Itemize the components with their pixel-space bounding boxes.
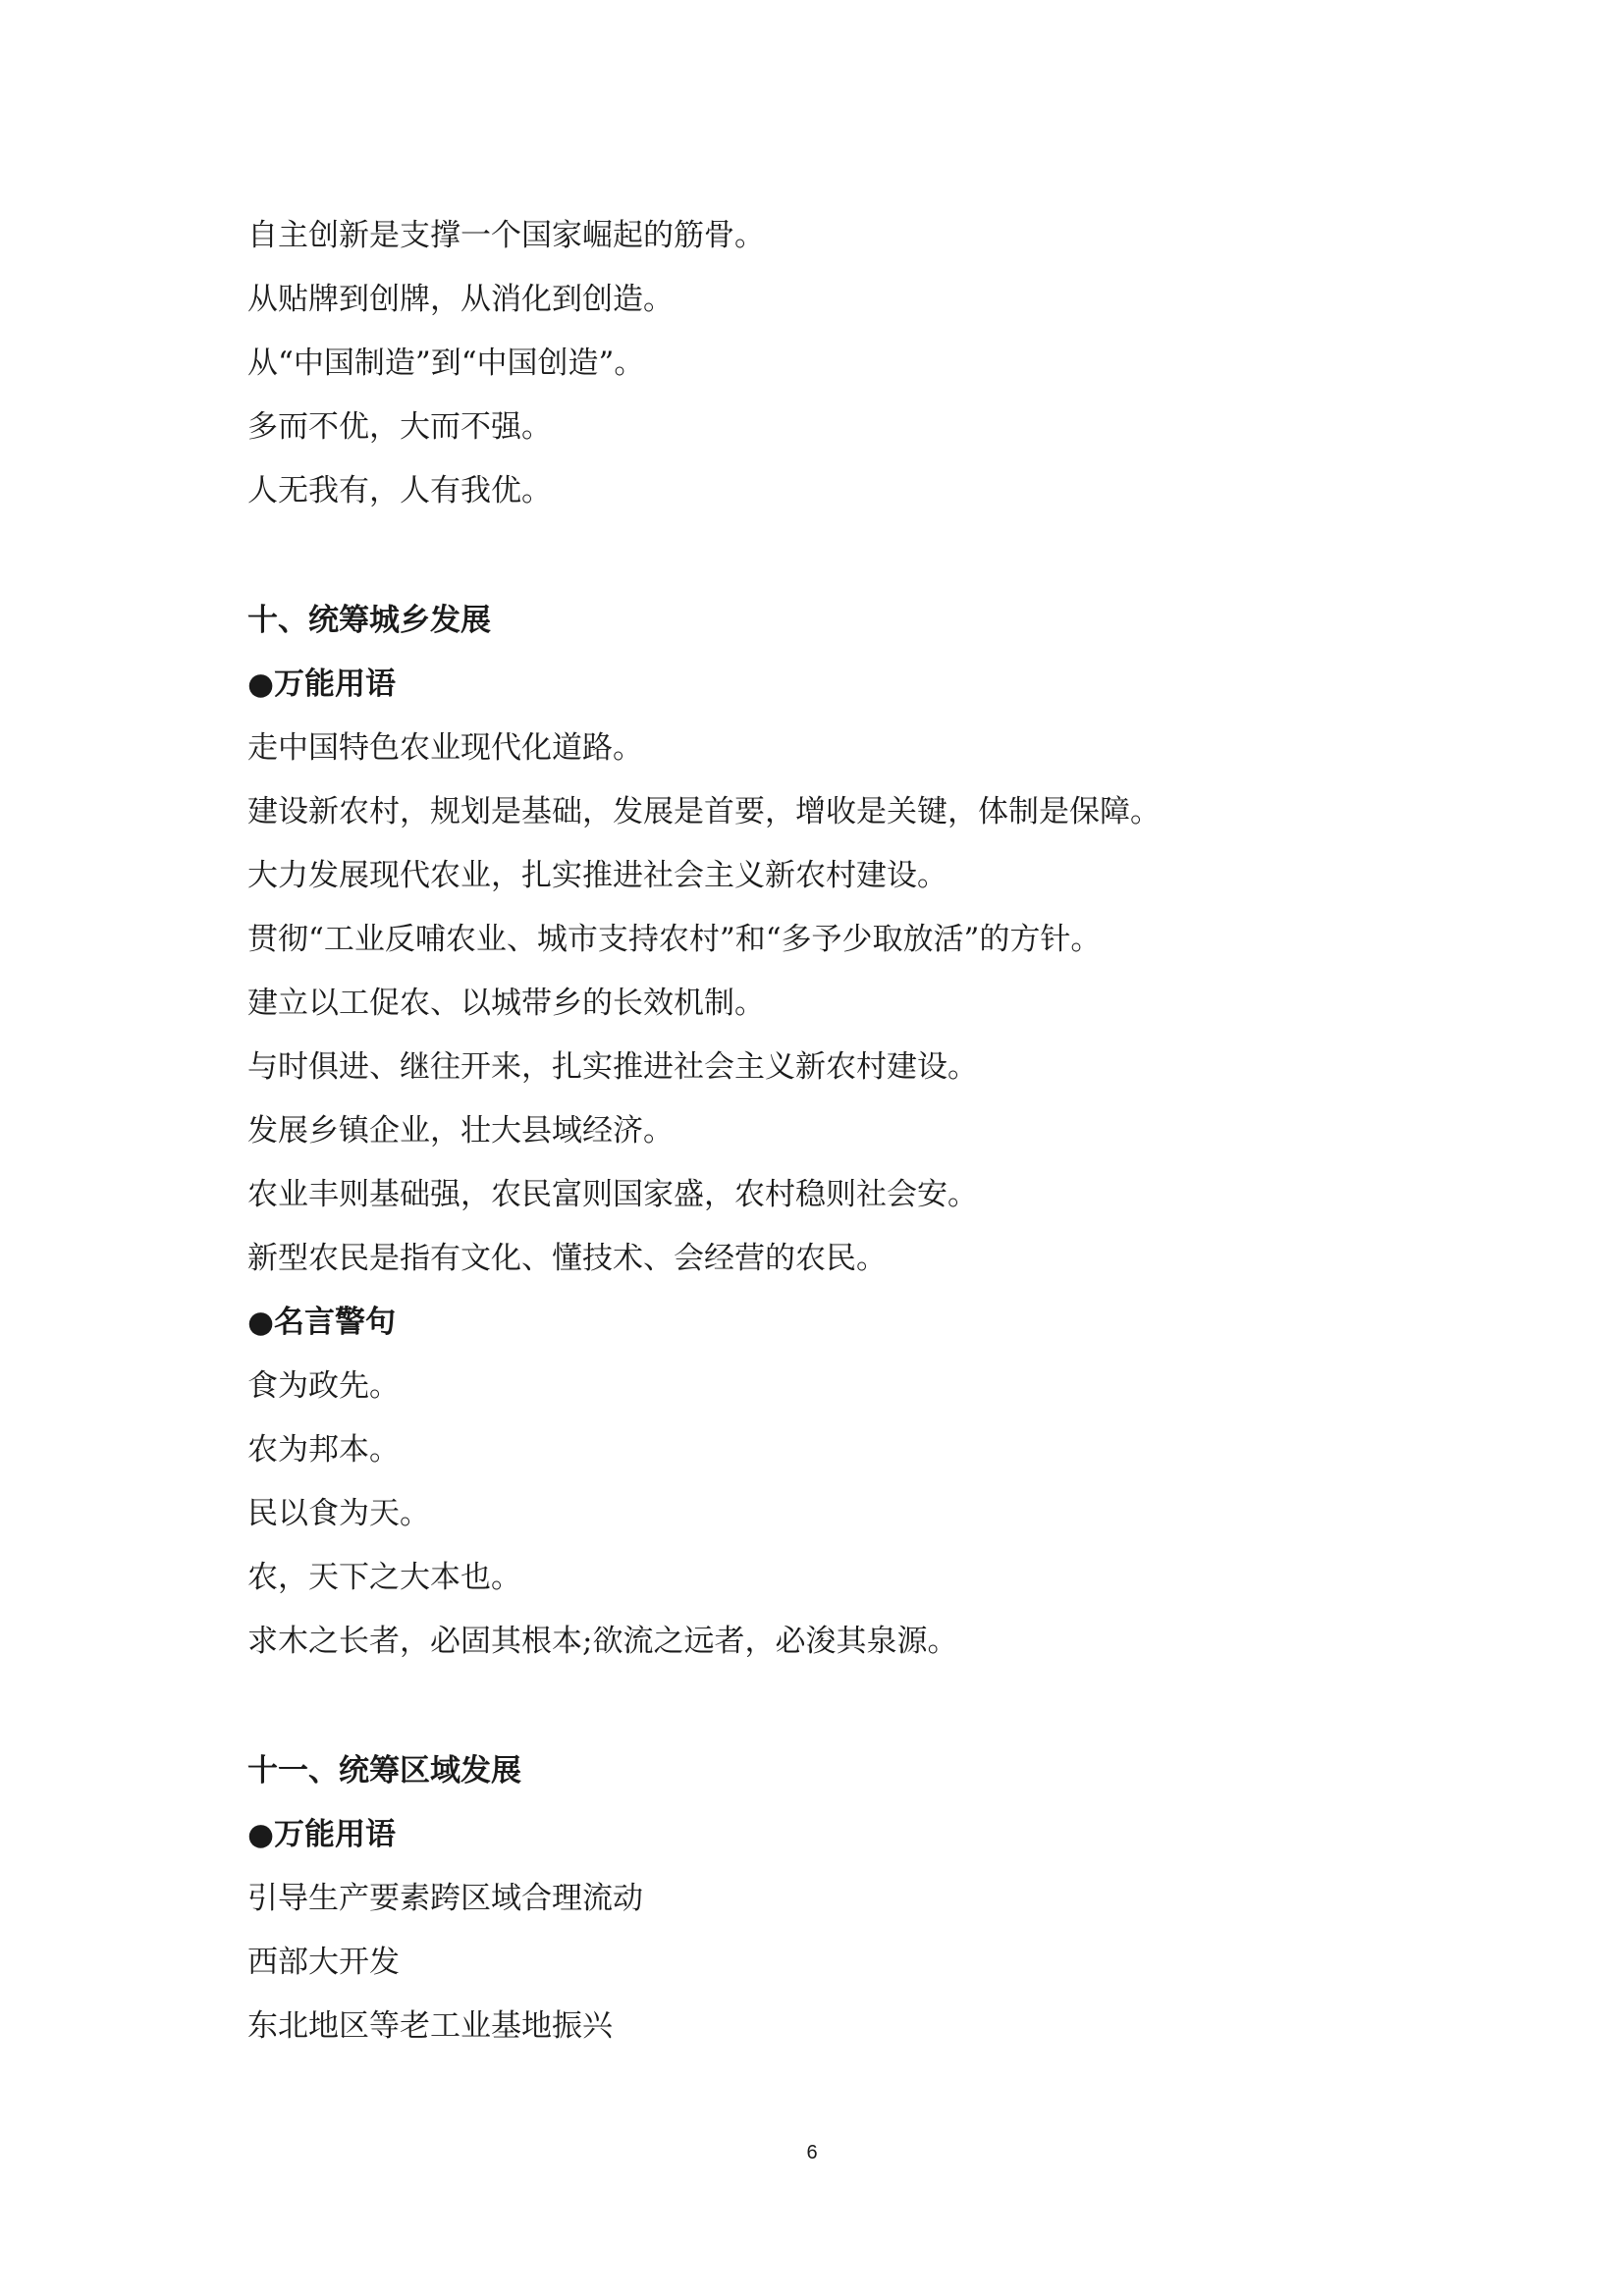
phrase-line: 贯彻“工业反哺农业、城市支持农村”和“多予少取放活”的方针。 <box>247 922 1102 957</box>
phrase-line: 与时俱进、继往开来，扎实推进社会主义新农村建设。 <box>247 1049 978 1085</box>
phrase-line: 走中国特色农业现代化道路。 <box>247 730 643 766</box>
intro-line: 自主创新是支撑一个国家崛起的筋骨。 <box>247 218 765 253</box>
quote-line: 求木之长者，必固其根本;欲流之远者，必浚其泉源。 <box>247 1624 958 1659</box>
phrase-line: 发展乡镇企业，壮大县域经济。 <box>247 1113 674 1148</box>
section-heading-regional: 十一、统筹区域发展 <box>247 1753 521 1789</box>
phrase-line: 建设新农村，规划是基础，发展是首要，增收是关键，体制是保障。 <box>247 794 1161 829</box>
phrase-line: 引导生产要素跨区域合理流动 <box>247 1881 643 1916</box>
section-heading-urban-rural: 十、统筹城乡发展 <box>247 603 491 638</box>
intro-line: 多而不优，大而不强。 <box>247 409 552 445</box>
phrase-line: 建立以工促农、以城带乡的长效机制。 <box>247 986 765 1021</box>
universal-phrases-label: ●万能用语 <box>247 1817 397 1852</box>
quote-line: 农，天下之大本也。 <box>247 1560 521 1595</box>
quote-line: 民以食为天。 <box>247 1496 430 1531</box>
page-number: 6 <box>806 2142 818 2163</box>
intro-line: 人无我有，人有我优。 <box>247 473 552 508</box>
phrase-line: 大力发展现代农业，扎实推进社会主义新农村建设。 <box>247 858 947 893</box>
famous-quotes-label: ●名言警句 <box>247 1305 397 1340</box>
page-content <box>247 204 1377 2058</box>
intro-line: 从贴牌到创牌，从消化到创造。 <box>247 282 674 317</box>
phrase-line: 新型农民是指有文化、懂技术、会经营的农民。 <box>247 1241 887 1276</box>
phrase-line: 东北地区等老工业基地振兴 <box>247 2008 613 2044</box>
phrase-line: 农业丰则基础强，农民富则国家盛，农村稳则社会安。 <box>247 1177 978 1212</box>
universal-phrases-label: ●万能用语 <box>247 667 397 702</box>
quote-line: 食为政先。 <box>247 1368 400 1404</box>
phrase-line: 西部大开发 <box>247 1945 400 1980</box>
intro-line: 从“中国制造”到“中国创造”。 <box>247 346 645 381</box>
section-gap <box>247 1674 1377 1739</box>
section-gap <box>247 523 1377 589</box>
quote-line: 农为邦本。 <box>247 1432 400 1468</box>
